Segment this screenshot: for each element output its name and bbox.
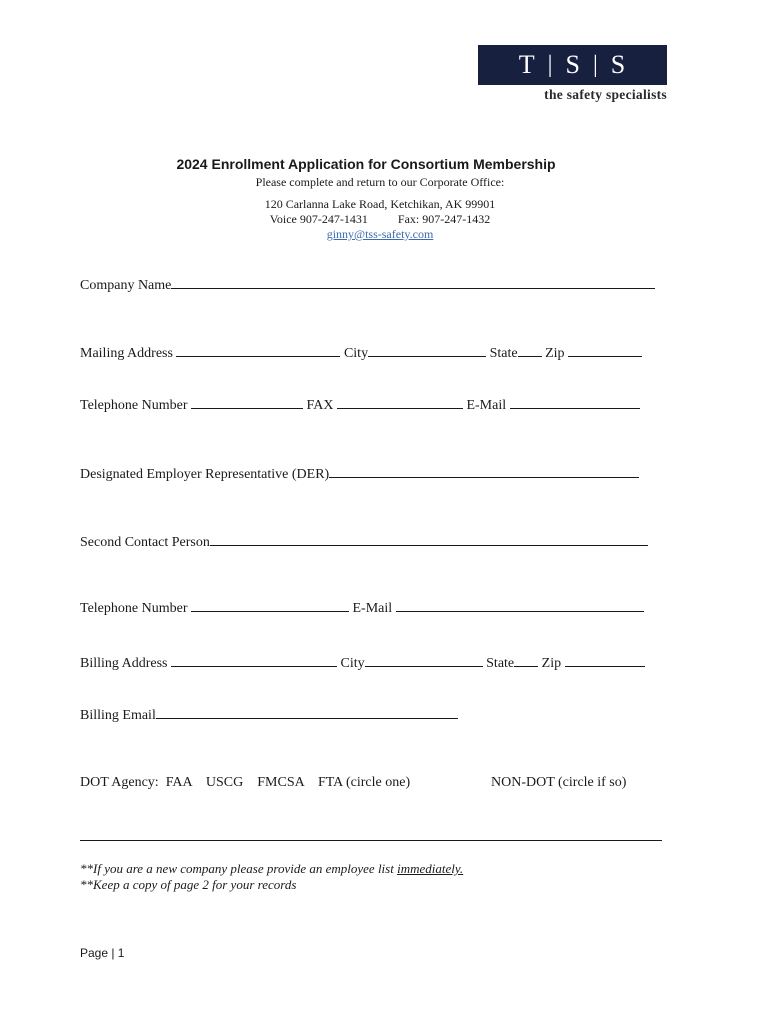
- mailing-address-label: Mailing Address: [80, 346, 173, 361]
- billing-city-field[interactable]: [365, 654, 483, 667]
- email-line: [0, 227, 760, 242]
- telephone-label: Telephone Number: [80, 398, 188, 413]
- office-address: 120 Carlanna Lake Road, Ketchikan, AK 99901: [264, 197, 496, 211]
- billing-address-field[interactable]: [171, 654, 337, 667]
- city-label: City: [343, 346, 369, 361]
- company-name-label: Company Name: [80, 278, 172, 293]
- dot-option-uscg[interactable]: USCG: [205, 775, 244, 790]
- telephone-field[interactable]: [191, 396, 303, 409]
- billing-zip-field[interactable]: [565, 654, 645, 667]
- note-new-company: **If you are a new company please provide an employee list immediately.: [80, 861, 464, 876]
- zip-field[interactable]: [568, 344, 642, 357]
- billing-email-label: Billing Email: [80, 708, 156, 723]
- logo-letter: T: [518, 50, 536, 79]
- logo-mark: T | S | S: [478, 45, 667, 85]
- fax-number: Fax: 907-247-1432: [397, 212, 491, 226]
- dot-option-faa[interactable]: FAA: [165, 775, 192, 790]
- billing-state-field[interactable]: [514, 654, 538, 667]
- billing-address-label: Billing Address: [80, 656, 168, 671]
- contact-phones: [0, 212, 760, 227]
- mailing-address-row: [80, 344, 642, 362]
- state-label: State: [489, 346, 518, 361]
- second-contact-label: Second Contact Person: [80, 535, 210, 550]
- note-emphasis: immediately.: [397, 861, 464, 876]
- logo-letter: S: [565, 50, 581, 79]
- divider-line: [80, 840, 662, 841]
- der-field[interactable]: [329, 465, 639, 478]
- second-email-field[interactable]: [396, 599, 644, 612]
- dot-agency-label: DOT Agency:: [80, 775, 159, 790]
- telephone-label: Telephone Number: [80, 601, 188, 616]
- dot-option-fmcsa[interactable]: FMCSA: [257, 775, 304, 790]
- company-name-row: [80, 276, 655, 294]
- non-dot-option[interactable]: NON-DOT (circle if so): [491, 775, 627, 790]
- dot-agency-row: [80, 775, 410, 791]
- city-label: City: [340, 656, 365, 671]
- instruction-text: Please complete and return to our Corporate Office:: [255, 175, 505, 189]
- mailing-address-field[interactable]: [176, 344, 340, 357]
- voice-number: Voice 907-247-1431: [269, 212, 368, 226]
- billing-email-row: [80, 706, 458, 724]
- note-keep-copy: **Keep a copy of page 2 for your records: [80, 877, 297, 892]
- billing-email-field[interactable]: [156, 706, 458, 719]
- fax-field[interactable]: [337, 396, 463, 409]
- second-telephone-field[interactable]: [191, 599, 349, 612]
- company-name-field[interactable]: [171, 276, 655, 289]
- dot-option-fta[interactable]: FTA (circle one): [317, 775, 411, 790]
- email-field[interactable]: [510, 396, 640, 409]
- zip-label: Zip: [545, 346, 565, 361]
- email-link[interactable]: ginny@tss-safety.com: [326, 227, 434, 241]
- second-contact-field[interactable]: [210, 533, 648, 546]
- state-label: State: [486, 656, 515, 671]
- company-logo: [478, 45, 667, 103]
- second-contact-row: [80, 533, 648, 551]
- city-field[interactable]: [368, 344, 486, 357]
- page-number: Page | 1: [80, 946, 125, 960]
- zip-label: Zip: [541, 656, 562, 671]
- page-title: 2024 Enrollment Application for Consortium Membership: [176, 156, 556, 172]
- email-label: E-Mail: [352, 601, 393, 616]
- billing-address-row: [80, 654, 645, 672]
- logo-letter: S: [610, 50, 627, 79]
- state-field[interactable]: [518, 344, 542, 357]
- logo-tagline: the safety specialists: [544, 87, 667, 102]
- der-label: Designated Employer Representative (DER): [80, 467, 330, 482]
- fax-label: FAX: [306, 398, 334, 413]
- telephone-row: [80, 396, 640, 414]
- second-telephone-row: [80, 599, 644, 617]
- der-row: [80, 465, 639, 483]
- email-label: E-Mail: [466, 398, 507, 413]
